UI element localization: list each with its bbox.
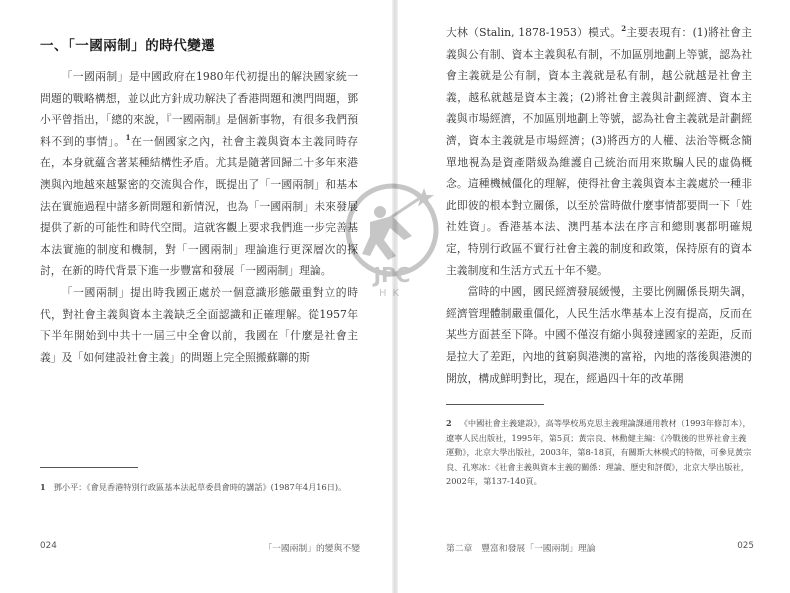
right-page	[398, 0, 790, 593]
page-number: 025	[737, 541, 754, 551]
running-title: 第二章 豐富和發展「一國兩制」理論	[446, 544, 596, 554]
footnote-1	[40, 480, 360, 495]
right-paragraph-2: 當時的中國，國民經濟發展緩慢，主要比例關係長期失調，經濟管理體制嚴重僵化，人民生活水準基本上沒有提高，反而在某些方面甚至下降。中國不僅沒有縮小與發達國家的差距，反而是拉大了差距，內地的貧窮與港澳的富裕，內地的落後與港澳的開放，構成鮮明對比，現在，經過四十年的改革開	[446, 285, 752, 385]
footnote-text: 鄧小平：《會見香港特別行政區基本法起草委員會時的講話》(1987年4月16日)。	[53, 482, 347, 492]
footnote-divider	[446, 404, 544, 405]
watermark-icon	[340, 178, 445, 298]
svg-text:JPC: JPC	[373, 263, 411, 287]
publisher-watermark-logo	[340, 178, 445, 298]
left-body-text	[40, 66, 358, 368]
footnote-number: 2	[446, 418, 452, 428]
footnote-2	[446, 416, 752, 489]
left-paragraph-1: 「一國兩制」是中國政府在1980年代初提出的解決國家統一問題的戰略構想，並以此方針成功解決了香港問題和澳門問題，鄧小平曾指出，「總的來說，『一國兩制』是個新事物，有很多我們預料不到的事情」。$^1$在一個國家之內，社會主義與資本主義同時存在，本身就蘊含著某種結構性矛盾。尤其是隨著回歸二十多年來港澳與內地越來越緊密的交流與合作，既提出了「一國兩制」和基本法在實施過程中諸多新問題和新情況，也為「一國兩制」未來發展提供了新的可能性和時代空間。這就客觀上要求我們進一步完善基本法實施的制度和機制，對「一國兩制」理論進行更深層次的探討，在新的時代背景下進一步豐富和發展「一國兩制」理論。	[40, 70, 358, 278]
right-paragraph-1: 大林（Stalin, 1878-1953）模式。$^2$主要表現有：(1)將社會主義與公有制、資本主義與私有制，不加區別地劃上等號，認為社會主義就是公有制，資本主義就是私有制，越公就越是社會主義，越私就越是資本主義；(2)將社會主義與計劃經濟、資本主義與市場經濟，不加區別地劃上等號，認為社會主義就是計劃經濟，資本主義就是市場經濟；(3)將西方的人權、法治等概念簡單地視為是資產階級為維護自己統治而用來欺騙人民的虛偽概念。這種機械僵化的理解，使得社會主義與資本主義處於一種非此即彼的根本對立關係，以至於當時做什麼事情都要問一下「姓社姓資」。香港基本法、澳門基本法在序言和總則裏都明確規定，特別行政區不實行社會主義的制度和政策，保持原有的資本主義制度和生活方式五十年不變。	[446, 24, 753, 277]
left-page	[0, 0, 392, 593]
running-title: 「一國兩制」的變與不變	[263, 544, 360, 554]
section-heading: 一、「一國兩制」的時代變遷	[40, 38, 216, 54]
footnote-ref-2[interactable]: 2	[621, 24, 627, 33]
footnote-ref-1[interactable]: 1	[125, 132, 131, 142]
right-body-text	[446, 22, 752, 389]
page-number: 024	[40, 541, 57, 551]
left-paragraph-2: 「一國兩制」提出時我國正處於一個意識形態嚴重對立的時代，對社會主義與資本主義缺乏全面認識和正確理解。從1957年下半年開始到中共十一屆三中全會以前，我國在「什麼是社會主義」及「如何建設社會主義」的問題上完全照搬蘇聯的斯	[40, 285, 358, 364]
footnote-divider	[40, 467, 138, 468]
svg-text:HK: HK	[378, 288, 406, 298]
footnote-number: 1	[40, 482, 46, 492]
footnote-text: 《中國社會主義建設》，高等學校馬克思主義理論課通用教材（1993年修訂本），遼寧人民出版社，1995年，第5頁；黃宗良、林勳健主編：《冷戰後的世界社會主義運動》，北京大學出版社，2003年，第8-18頁，有關斯大林模式的特徵，可參見黃宗良、孔寒冰：《社會主義與資本主義的關係：理論、歷史和評價》，北京大學出版社，2002年，第137-140頁。	[446, 418, 752, 486]
